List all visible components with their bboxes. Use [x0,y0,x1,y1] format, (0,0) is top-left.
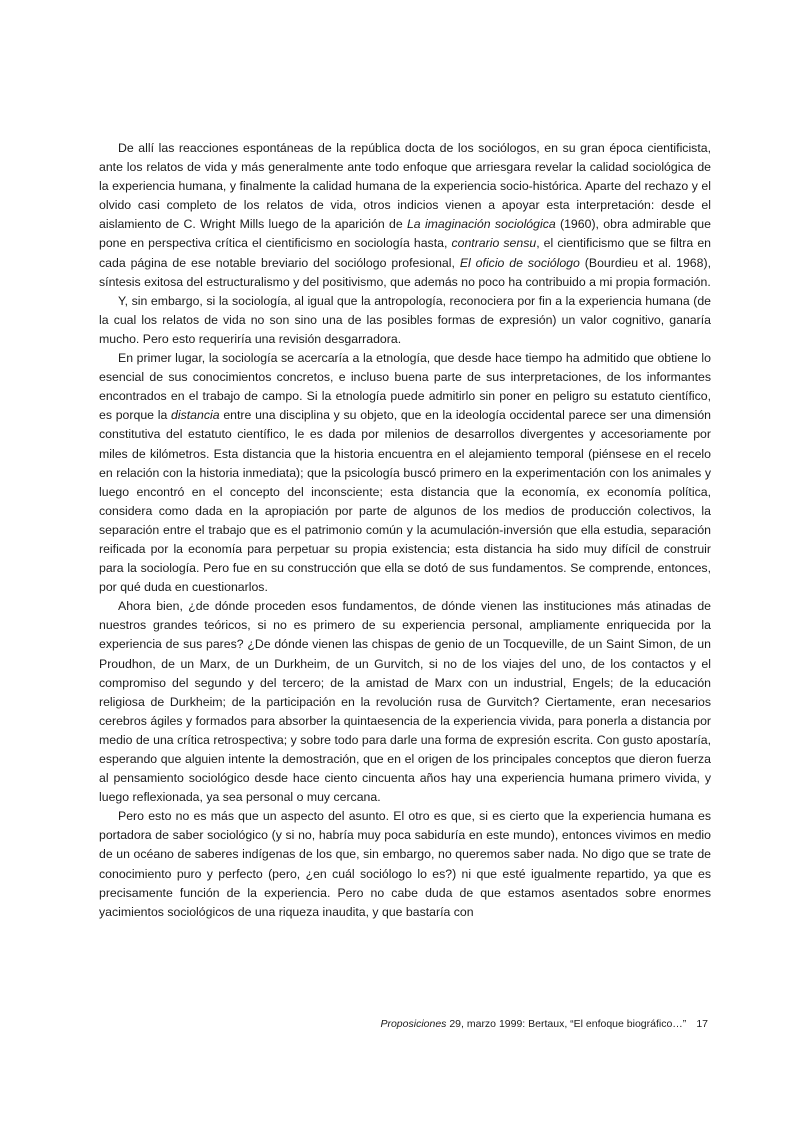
paragraph-2 [99,292,711,349]
italic-title: contrario sensu [451,236,537,251]
page-number: 17 [696,1018,708,1030]
text-run: entre una disciplina y su objeto, que en la ideología occidental parece ser una dimensión constitutiva del estatuto científico, le es dada por milenios de desarrollos divergentes y accesoriamente por miles de kilómetros. Esta distancia que la historia encuentra en el alejamiento temporal (piénsese en el recelo en relación con la historia inmediata); que la psicología buscó primero en la experimentación con los animales y luego encontró en el concepto del inconsciente; esta distancia que la economía, ex economía política, considera como dada en la apropiación por parte de algunos de los medios de producción colectivos, la separación entre el trabajo que es el patrimonio común y la acumulación-inversión que ella estudia, separación reificada por la economía para perpetuar su propia existencia; esta distancia ha sido muy difícil de construir para la sociología. Pero fue en su construcción que ella se dotó de sus fundamentos. Se comprende, entonces, por qué duda en cuestionarlos. [99,408,711,595]
italic-title: El oficio de sociólogo [459,255,580,270]
paragraph-3 [99,349,711,597]
page-body [99,139,711,922]
paragraph-4 [99,597,711,807]
text-run: (1960), obra admirable que pone en perspectiva crítica el cientificismo en sociología hasta, [99,217,711,251]
text-run: Y, sin embargo, si la sociología, al igual que la antropología, reconociera por fin a la experiencia humana (de la cual los relatos de vida no son sino una de las posibles formas de expresión) un valor cognitivo, ganaría mucho. Pero esto requeriría una revisión desgarradora. [99,293,711,346]
footer-citation: 29, marzo 1999: Bertaux, “El enfoque biográfico…” [446,1018,687,1030]
footer-journal-title: Proposiciones [380,1018,447,1030]
italic-title: distancia [171,408,220,423]
paragraph-5 [99,807,711,922]
text-run: De allí las reacciones espontáneas de la república docta de los sociólogos, en su gran época cientificista, ante los relatos de vida y más generalmente ante todo enfoque que arriesgara revelar la calidad sociológica de la experiencia humana, y finalmente la calidad humana de la experiencia socio-histórica. Aparte del rechazo y el olvido casi completo de los relatos de vida, otros indicios vienen a apoyar esta interpretación: desde el aislamiento de C. Wright Mills luego de la aparición de [99,141,711,232]
text-run: En primer lugar, la sociología se acercaría a la etnología, que desde hace tiempo ha admitido que obtiene lo esencial de sus conocimientos concretos, e incluso buena parte de sus interpretaciones, de los informantes encontrados en el trabajo de campo. Si la etnología puede admitirlo sin poner en peligro su estatuto científico, es porque la [99,351,711,423]
text-run: Pero esto no es más que un aspecto del asunto. El otro es que, si es cierto que la experiencia humana es portadora de saber sociológico (y si no, habría muy poca sabiduría en este mundo), entonces vivimos en medio de un océano de saberes indígenas de los que, sin embargo, no queremos saber nada. No digo que se trate de conocimiento puro y perfecto (pero, ¿en cuál sociólogo lo es?) ni que esté igualmente repartido, ya que es precisamente función de la experiencia. Pero no cabe duda de que estamos asentados sobre enormes yacimientos sociológicos de una riqueza inaudita, y que bastaría con [99,809,711,919]
text-run: Ahora bien, ¿de dónde proceden esos fundamentos, de dónde vienen las instituciones más atinadas de nuestros grandes teóricos, si no es primero de su experiencia personal, ampliamente enriquecida por la experiencia de sus pares? ¿De dónde vienen las chispas de genio de un Tocqueville, de un Saint Simon, de un Proudhon, de un Marx, de un Durkheim, de un Gurvitch, si no de los viajes del uno, de los contactos y el compromiso del segundo y del tercero; de la amistad de Marx con un industrial, Engels; de la educación religiosa de Durkheim; de la participación en la revolución rusa de Gurvitch? Ciertamente, eran necesarios cerebros ágiles y formados para absorber la quintaesencia de la experiencia vivida, para ponerla a distancia por medio de una crítica retrospectiva; y sobre todo para darle una forma de expresión escrita. Con gusto apostaría, esperando que alguien intente la demostración, que en el origen de los principales conceptos que dieron fuerza al pensamiento sociológico desde hace ciento cincuenta años hay una experiencia humana primero vivida, y luego reflexionada, ya sea personal o muy cercana. [99,599,711,805]
text-run: , el cientificismo que se filtra en cada página de ese notable breviario del sociólogo profesional, [99,236,711,270]
text-run: (Bourdieu et al. 1968), síntesis exitosa del estructuralismo y del positivismo, que además no poco ha contribuido a mi propia formación. [99,255,711,289]
page-footer [380,1017,708,1031]
paragraph-1 [99,139,711,292]
italic-title: La imaginación sociológica [406,217,556,232]
